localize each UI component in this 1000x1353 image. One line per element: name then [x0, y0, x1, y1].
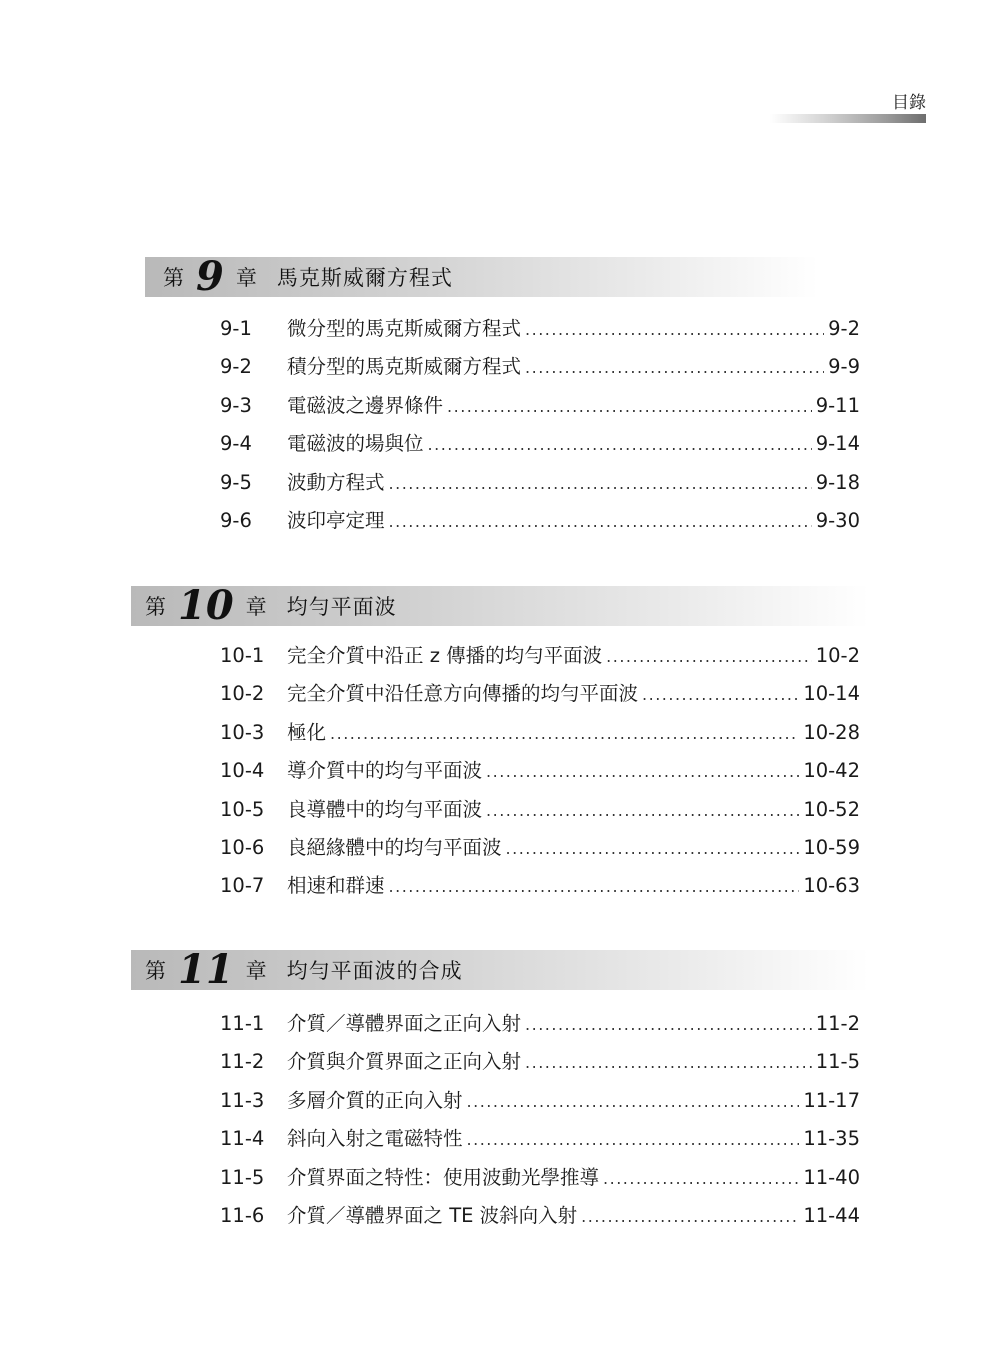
- section-list: [220, 1005, 860, 1235]
- page-number: 11-2: [815, 1012, 860, 1035]
- toc-entry[interactable]: [220, 675, 860, 713]
- section-list: [220, 310, 860, 540]
- dot-leader: [506, 830, 800, 868]
- toc-entry[interactable]: [220, 1005, 860, 1043]
- page-number: 11-40: [803, 1165, 860, 1189]
- section-title: 相速和群速: [287, 874, 385, 898]
- page-number: 9-18: [815, 470, 860, 494]
- chapter-title: 均勻平面波的合成: [286, 959, 463, 983]
- page-number: 9-11: [815, 393, 860, 417]
- section-number: 9-6: [220, 508, 252, 532]
- section-list: [220, 637, 860, 906]
- chapter-suffix: 章: [235, 266, 257, 290]
- section-number: 10-7: [220, 874, 265, 898]
- section-number: 10-2: [220, 682, 265, 706]
- section-number: 11-5: [220, 1165, 265, 1189]
- section-title: 電磁波的場與位: [287, 432, 424, 456]
- chapter-title: 均勻平面波: [286, 595, 397, 619]
- chapter-suffix: 章: [245, 595, 267, 619]
- dot-leader: [389, 503, 812, 541]
- toc-entry[interactable]: [220, 425, 860, 463]
- chapter-number: 10: [178, 582, 234, 629]
- dot-leader: [525, 349, 824, 387]
- page-number: 10-52: [803, 797, 860, 821]
- dot-leader: [525, 311, 824, 349]
- chapter-number: 11: [178, 946, 234, 993]
- section-title: 極化: [287, 720, 327, 744]
- section-title: 良絕緣體中的均勻平面波: [287, 835, 502, 859]
- chapter-heading: [131, 946, 869, 993]
- chapter-prefix: 第: [145, 959, 166, 983]
- page-number: 10-42: [803, 759, 860, 783]
- dot-leader: [467, 1083, 800, 1121]
- section-title: 介質／導體界面之正向入射: [287, 1012, 522, 1035]
- toc-entry[interactable]: [220, 1120, 860, 1158]
- running-title: 目錄: [892, 93, 926, 113]
- page-number: 11-35: [803, 1127, 860, 1151]
- dot-leader: [428, 426, 812, 464]
- toc-entry[interactable]: [220, 867, 860, 905]
- toc-entry[interactable]: [220, 637, 860, 675]
- page-number: 10-63: [803, 874, 860, 898]
- section-title: 完全介質中沿任意方向傳播的均勻平面波: [287, 682, 639, 706]
- section-number: 10-5: [220, 797, 265, 821]
- page-number: 10-14: [803, 682, 860, 706]
- chapter-suffix: 章: [245, 959, 267, 983]
- section-number: 9-2: [220, 355, 252, 379]
- dot-leader: [525, 1044, 812, 1082]
- chapter-title: 馬克斯威爾方程式: [276, 266, 453, 290]
- section-title: 介質界面之特性：使用波動光學推導: [287, 1165, 600, 1189]
- section-title: 良導體中的均勻平面波: [287, 797, 483, 821]
- dot-leader: [447, 388, 812, 426]
- toc-entry[interactable]: [220, 714, 860, 752]
- dot-leader: [467, 1121, 800, 1159]
- section-number: 11-1: [220, 1012, 265, 1035]
- dot-leader: [486, 792, 799, 830]
- section-number: 9-3: [220, 393, 252, 417]
- chapter-heading: [131, 582, 869, 629]
- dot-leader: [389, 465, 812, 503]
- section-number: 10-4: [220, 759, 265, 783]
- chapter-number: 9: [196, 253, 224, 300]
- page-number: 11-5: [815, 1050, 860, 1074]
- section-title: 微分型的馬克斯威爾方程式: [287, 317, 522, 340]
- toc-entry[interactable]: [220, 310, 860, 348]
- toc-entry[interactable]: [220, 502, 860, 540]
- page-number: 10-28: [803, 720, 860, 744]
- section-number: 9-4: [220, 432, 252, 456]
- section-title: 導介質中的均勻平面波: [287, 759, 483, 783]
- page-number: 10-2: [815, 644, 860, 667]
- section-title: 介質／導體界面之 TE 波斜向入射: [287, 1203, 578, 1227]
- section-title: 波印亭定理: [287, 508, 385, 532]
- page-number: 11-44: [803, 1203, 860, 1227]
- toc-entry[interactable]: [220, 1082, 860, 1120]
- page-number: 9-30: [815, 508, 860, 532]
- dot-leader: [581, 1198, 799, 1236]
- dot-leader: [486, 753, 799, 791]
- page-number: 9-9: [828, 355, 860, 379]
- section-number: 9-5: [220, 470, 252, 494]
- toc-entry[interactable]: [220, 1043, 860, 1081]
- section-number: 11-6: [220, 1203, 265, 1227]
- section-title: 電磁波之邊界條件: [287, 393, 444, 417]
- chapter-prefix: 第: [163, 266, 184, 290]
- section-title: 介質與介質界面之正向入射: [287, 1050, 522, 1074]
- section-number: 10-6: [220, 835, 265, 859]
- dot-leader: [525, 1006, 812, 1044]
- section-number: 9-1: [220, 317, 252, 340]
- page-number: 9-2: [828, 317, 860, 340]
- section-title: 多層介質的正向入射: [287, 1088, 463, 1112]
- section-number: 11-2: [220, 1050, 265, 1074]
- section-number: 11-4: [220, 1127, 265, 1151]
- dot-leader: [330, 715, 799, 753]
- toc-entry[interactable]: [220, 348, 860, 386]
- page-number: 9-14: [815, 432, 860, 456]
- section-title: 積分型的馬克斯威爾方程式: [287, 355, 522, 379]
- section-title: 斜向入射之電磁特性: [287, 1127, 463, 1151]
- chapter-prefix: 第: [145, 595, 166, 619]
- toc-entry[interactable]: [220, 829, 860, 867]
- toc-entry[interactable]: [220, 387, 860, 425]
- toc-entry[interactable]: [220, 464, 860, 502]
- page-number: 10-59: [803, 835, 860, 859]
- chapter-heading: [145, 253, 818, 300]
- toc-entry[interactable]: [220, 1197, 860, 1235]
- section-number: 10-3: [220, 720, 265, 744]
- page-number: 11-17: [803, 1088, 860, 1112]
- toc-entry[interactable]: [220, 752, 860, 790]
- dot-leader: [603, 1160, 799, 1198]
- dot-leader: [606, 638, 812, 676]
- toc-entry[interactable]: [220, 1159, 860, 1197]
- section-number: 10-1: [220, 644, 265, 667]
- section-title: 完全介質中沿正 z 傳播的均勻平面波: [287, 644, 603, 667]
- header-rule: [770, 114, 926, 123]
- toc-entry[interactable]: [220, 791, 860, 829]
- dot-leader: [642, 676, 799, 714]
- section-title: 波動方程式: [287, 470, 385, 494]
- section-number: 11-3: [220, 1088, 265, 1112]
- dot-leader: [389, 868, 800, 906]
